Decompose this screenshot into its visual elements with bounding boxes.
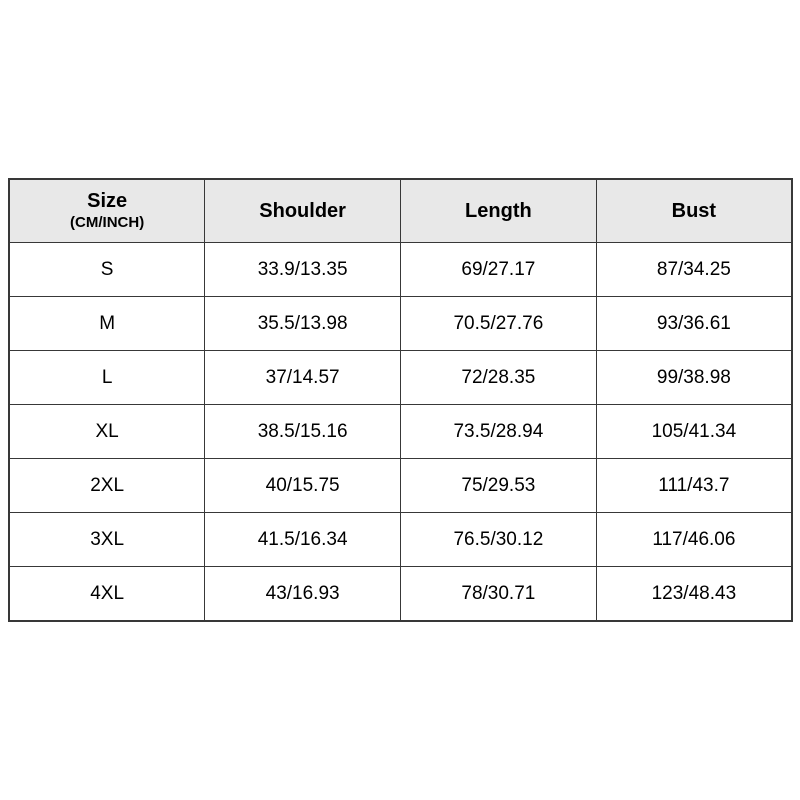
header-size-title: Size xyxy=(87,190,128,213)
table-row xyxy=(9,567,792,622)
header-row xyxy=(9,179,792,243)
cell-bust: 87/34.25 xyxy=(596,243,792,297)
cell-bust: 93/36.61 xyxy=(596,297,792,351)
cell-shoulder: 35.5/13.98 xyxy=(205,297,401,351)
cell-size: XL xyxy=(9,405,205,459)
cell-size: S xyxy=(9,243,205,297)
cell-length: 69/27.17 xyxy=(401,243,597,297)
cell-shoulder: 33.9/13.35 xyxy=(205,243,401,297)
cell-bust: 99/38.98 xyxy=(596,351,792,405)
size-chart-header xyxy=(9,179,792,243)
cell-size: 4XL xyxy=(9,567,205,622)
size-chart-table xyxy=(8,178,793,622)
cell-length: 78/30.71 xyxy=(401,567,597,622)
cell-size: 3XL xyxy=(9,513,205,567)
cell-size: M xyxy=(9,297,205,351)
cell-length: 75/29.53 xyxy=(401,459,597,513)
cell-bust: 105/41.34 xyxy=(596,405,792,459)
cell-length: 73.5/28.94 xyxy=(401,405,597,459)
cell-size: L xyxy=(9,351,205,405)
cell-shoulder: 38.5/15.16 xyxy=(205,405,401,459)
cell-shoulder: 37/14.57 xyxy=(205,351,401,405)
cell-length: 70.5/27.76 xyxy=(401,297,597,351)
cell-length: 76.5/30.12 xyxy=(401,513,597,567)
cell-length: 72/28.35 xyxy=(401,351,597,405)
table-row xyxy=(9,243,792,297)
cell-shoulder: 43/16.93 xyxy=(205,567,401,622)
size-chart-body xyxy=(9,243,792,622)
table-row xyxy=(9,297,792,351)
cell-bust: 111/43.7 xyxy=(596,459,792,513)
header-size-unit: (CM/INCH) xyxy=(70,214,145,232)
table-row xyxy=(9,513,792,567)
cell-shoulder: 40/15.75 xyxy=(205,459,401,513)
table-row xyxy=(9,405,792,459)
table-row xyxy=(9,459,792,513)
header-bust: Bust xyxy=(596,179,792,243)
header-size xyxy=(9,179,205,243)
cell-bust: 123/48.43 xyxy=(596,567,792,622)
header-length: Length xyxy=(401,179,597,243)
cell-shoulder: 41.5/16.34 xyxy=(205,513,401,567)
cell-size: 2XL xyxy=(9,459,205,513)
cell-bust: 117/46.06 xyxy=(596,513,792,567)
header-shoulder: Shoulder xyxy=(205,179,401,243)
table-row xyxy=(9,351,792,405)
